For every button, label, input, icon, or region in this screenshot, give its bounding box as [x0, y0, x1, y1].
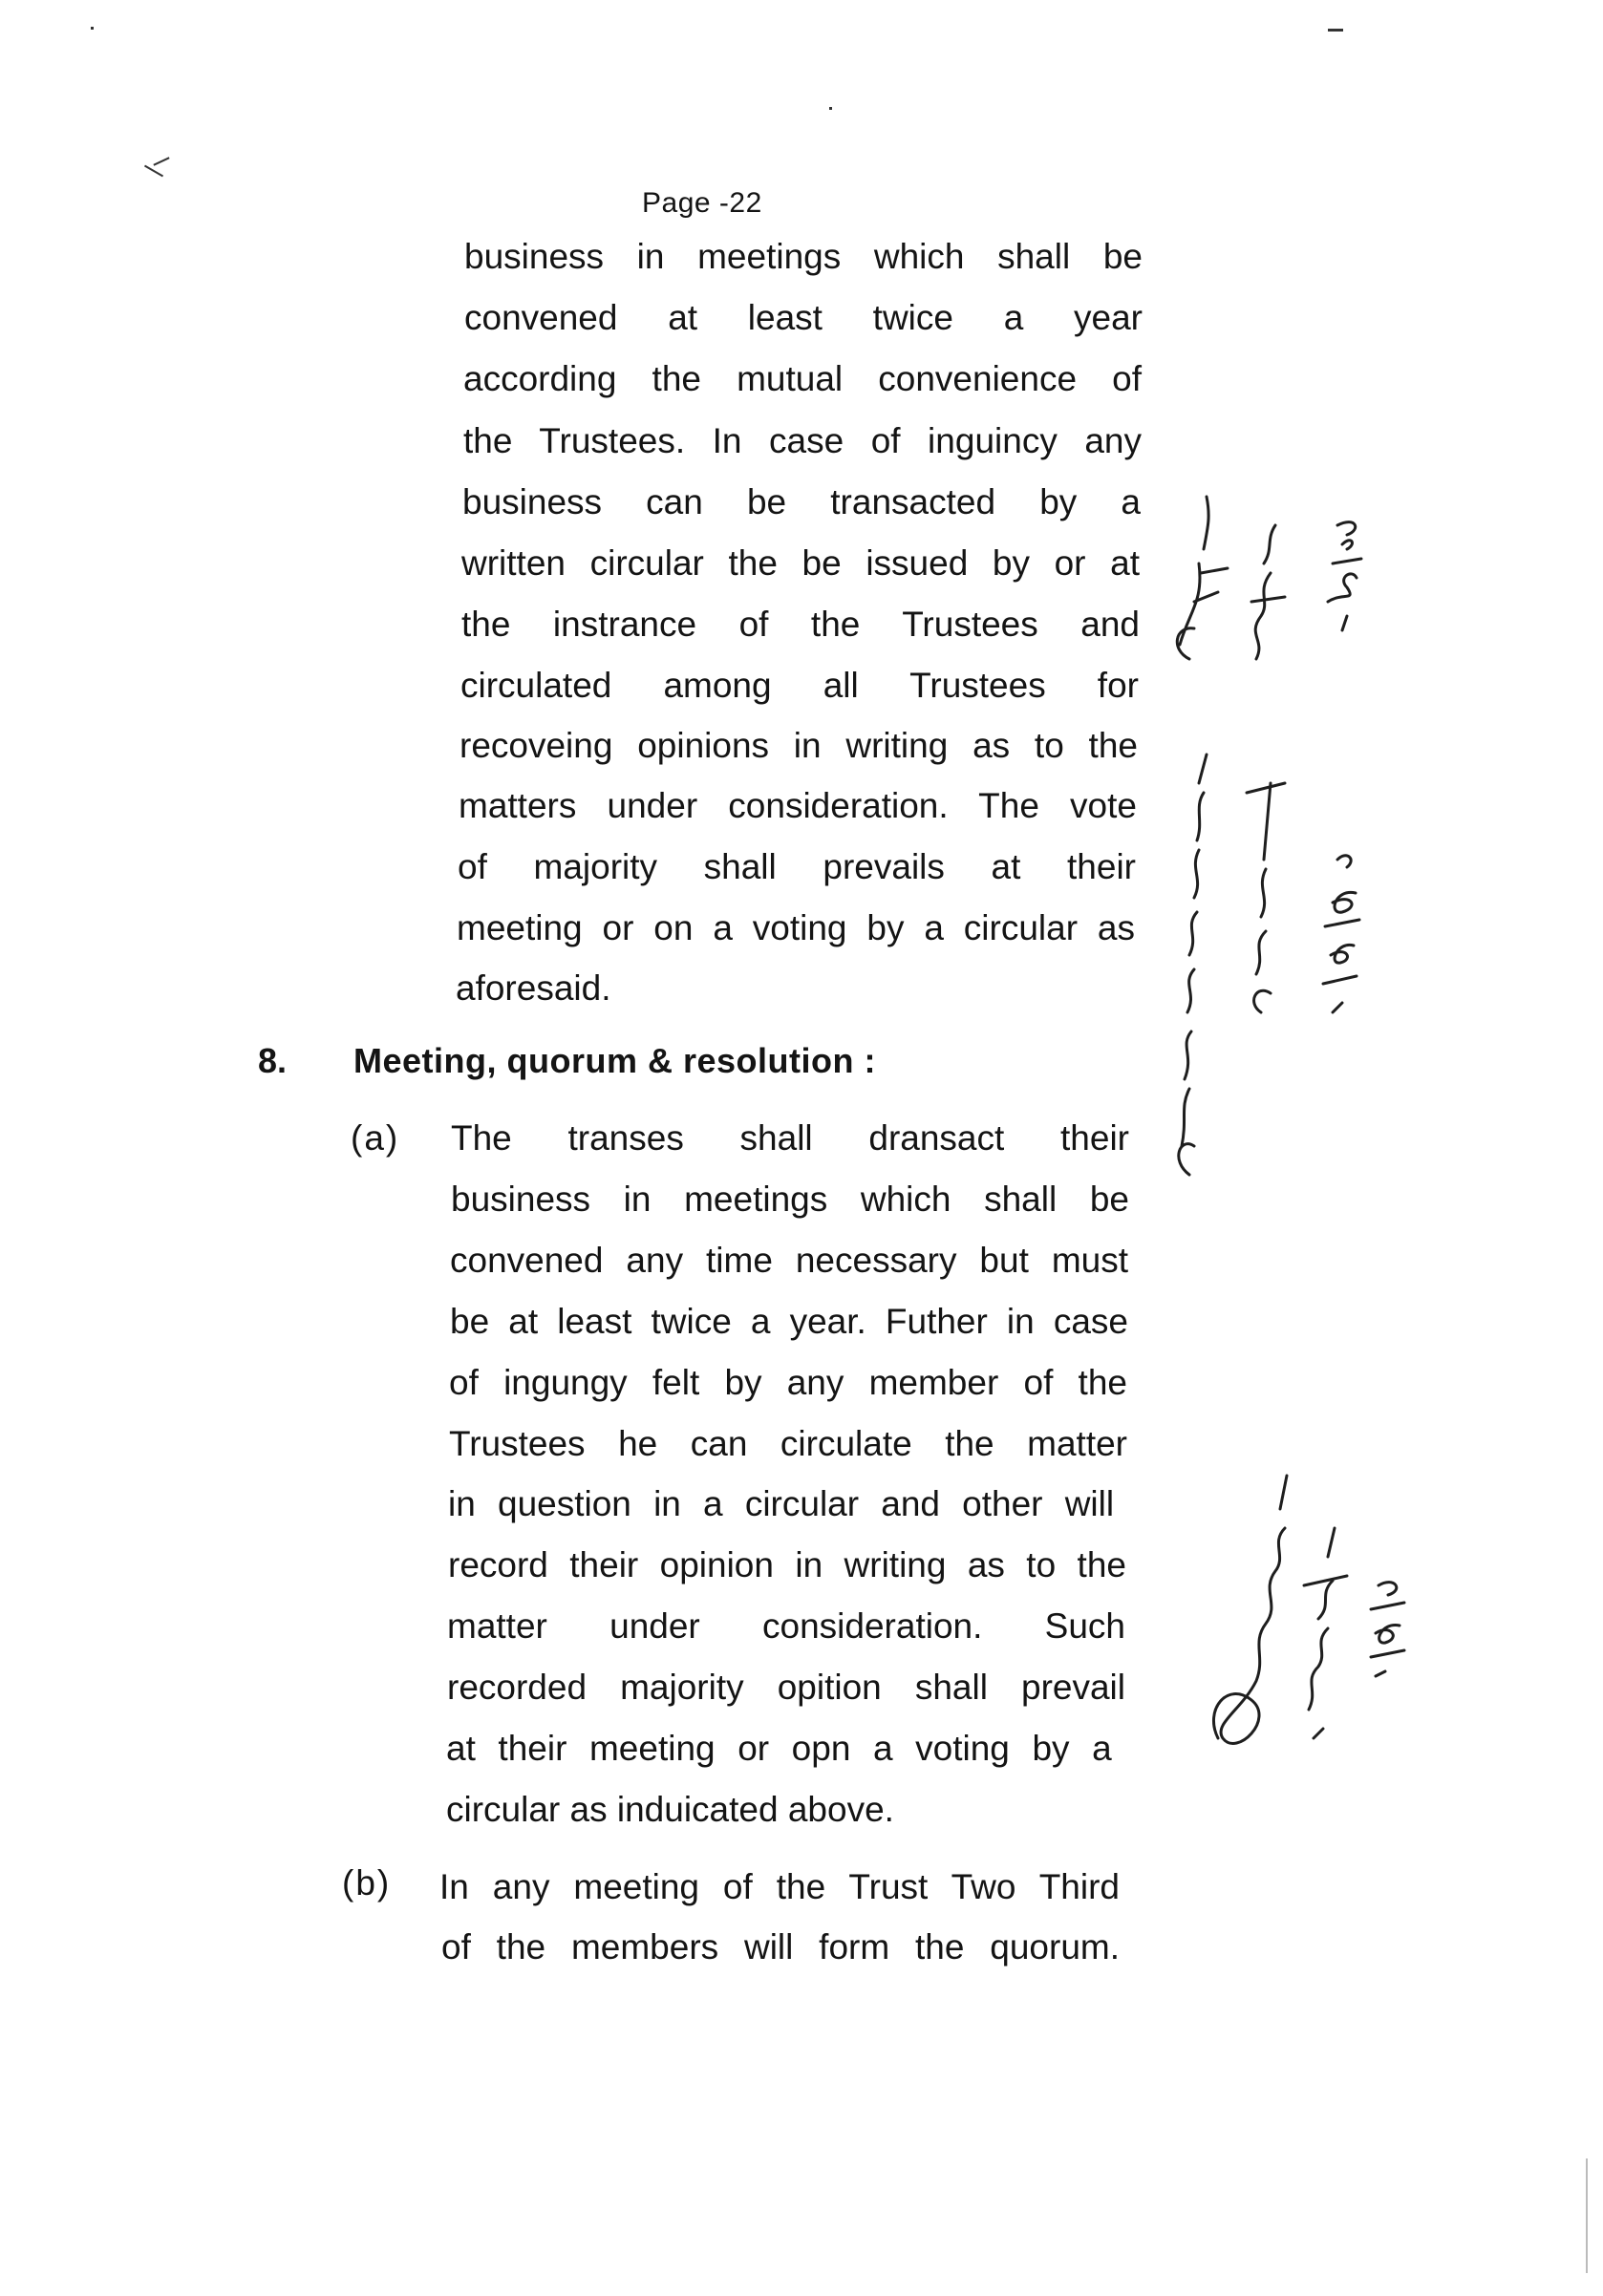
text-line: business in meetings which shall be [464, 237, 1143, 276]
text-line: of the members will form the quorum. [441, 1927, 1120, 1966]
scan-mark [1586, 2158, 1588, 2273]
clause-label: (b) [342, 1863, 392, 1903]
text-line: convened any time necessary but must [450, 1241, 1128, 1280]
text-line: at their meeting or opn a voting by a [446, 1729, 1112, 1768]
text-line: the instrance of the Trustees and [461, 605, 1140, 644]
text-line: business in meetings which shall be [451, 1180, 1129, 1219]
scan-mark [91, 27, 94, 30]
text-line: the Trustees. In case of inguincy any [463, 421, 1142, 460]
text-line: meeting or on a voting by a circular as [457, 908, 1135, 947]
text-line: of majority shall prevails at their [458, 847, 1136, 886]
section-number: 8. [258, 1041, 288, 1080]
text-line: circular as induicated above. [446, 1790, 894, 1829]
text-line: convened at least twice a year [464, 298, 1143, 337]
scan-mark [153, 157, 169, 165]
text-line: in question in a circular and other will [448, 1484, 1115, 1523]
text-line: In any meeting of the Trust Two Third [439, 1867, 1120, 1906]
text-line: business can be transacted by a [462, 482, 1141, 521]
text-line: be at least twice a year. Futher in case [450, 1302, 1128, 1341]
text-line: written circular the be issued by or at [461, 543, 1140, 583]
text-line: matters under consideration. The vote [459, 786, 1137, 825]
text-line: The transes shall dransact their [451, 1118, 1129, 1158]
text-line: record their opinion in writing as to the [448, 1545, 1126, 1584]
section-heading: Meeting, quorum & resolution : [353, 1041, 876, 1080]
text-line: circulated among all Trustees for [460, 666, 1139, 705]
text-line: recorded majority opition shall prevail [447, 1668, 1125, 1707]
signature-secretary [1151, 458, 1385, 707]
page-number: Page -22 [642, 187, 762, 219]
clause-label: (a) [351, 1118, 400, 1158]
signature-treasurer [1199, 1452, 1433, 1796]
signature-president [1151, 726, 1385, 1184]
text-line: Trustees he can circulate the matter [449, 1424, 1127, 1463]
scan-mark [1328, 29, 1343, 32]
text-line: of ingungy felt by any member of the [449, 1363, 1127, 1402]
text-line: matter under consideration. Such [447, 1606, 1125, 1646]
scan-mark [829, 107, 832, 110]
text-line: according the mutual convenience of [463, 359, 1142, 398]
scan-mark [144, 165, 163, 178]
text-line: aforesaid. [456, 968, 611, 1008]
text-line: recoveing opinions in writing as to the [460, 726, 1138, 765]
